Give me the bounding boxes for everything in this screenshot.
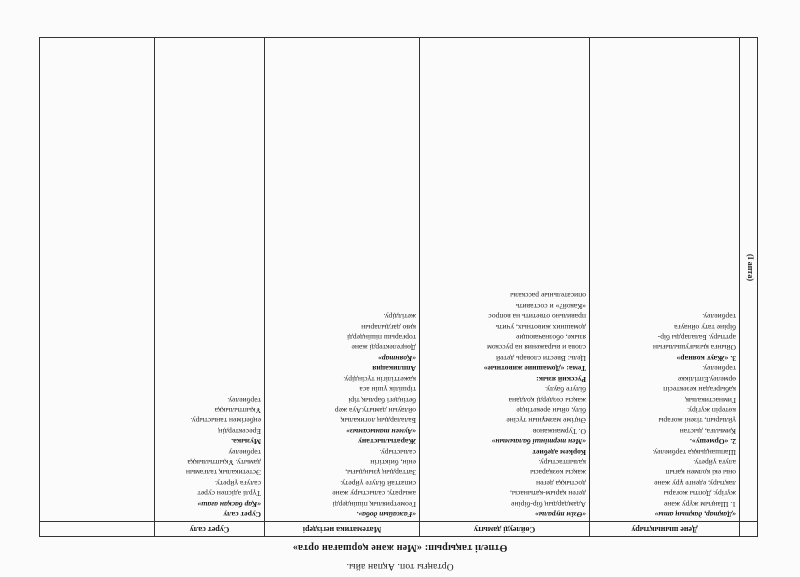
text-line: Түрлі әдіспен сурет: [197, 489, 261, 499]
text-line: Цель: Ввести словарь детей: [496, 353, 586, 363]
text-line: алуға үйрету.: [693, 457, 736, 467]
column-header-matematika: Математика негіздері: [265, 522, 420, 537]
text-line: оны екі қолмен қағып: [665, 468, 736, 478]
text-line: тәрбиелеу: [228, 447, 261, 457]
text-line: Балалардың логикалық: [340, 416, 416, 426]
cell-dene: [590, 38, 740, 522]
text-line: торғарыш пішіндерді: [346, 333, 416, 343]
text-line: жақсы көзқарасы: [530, 468, 586, 478]
text-line: Шапшаңдыққа тәрбиелеу.: [652, 447, 736, 457]
text-line: «Дақтар, дақтың аты»: [654, 510, 736, 519]
text-line: «Қар басқан ағаш»: [197, 499, 261, 509]
text-line: қию дағдыларын: [361, 322, 416, 332]
text-line: «Какой?» и составить: [515, 301, 586, 311]
week-header-cell: [740, 522, 758, 537]
column-header-dene: Дене шынықтыру: [590, 522, 740, 537]
text-line: языке, обозначающие: [516, 333, 586, 343]
text-line: домашних животных, учить: [495, 322, 586, 332]
text-line: бетіндегі барлық тірі: [348, 395, 416, 405]
text-line: деген қарым-қатынасы,: [510, 489, 586, 499]
text-line: слова и выражения на русском: [487, 343, 586, 353]
text-line: көтеріп жүгіру.: [687, 405, 736, 415]
text-line: білуге баулу.: [545, 385, 586, 395]
text-line: жетілдіру.: [383, 312, 416, 322]
text-line: Аппликация: [372, 364, 416, 374]
text-line: Жаратылыстану: [358, 437, 416, 447]
cell-empty: [40, 38, 155, 522]
text-line: біріне тату ойнауға: [674, 322, 736, 332]
week-cell: [740, 38, 758, 522]
column-header-suret: Сурет салу: [155, 522, 265, 537]
text-line: описательные рассказы: [510, 291, 586, 301]
text-line: үйлырып, тізені жоғары: [658, 416, 736, 426]
text-line: «Өзім туралы»: [535, 510, 586, 519]
text-line: Адамдардың бір-біріне: [511, 499, 586, 509]
text-line: Геометриялық пішіндерді: [332, 499, 416, 509]
text-line: қалыптастыру.: [538, 457, 586, 467]
text-line: білу, ойын әрекетінде: [516, 405, 586, 415]
text-line: енін, биіктігін: [370, 457, 416, 467]
text-line: Сурет салу: [223, 510, 261, 519]
text-line: О. Турманжанов: [532, 426, 586, 436]
text-line: Әңгіме мазмұнын түсіне: [506, 416, 586, 426]
text-line: лақтыру, еденге ұру және: [654, 478, 736, 488]
text-line: правильно ответить на вопрос: [488, 312, 586, 322]
text-line: «Мен тертінші балаымын»: [491, 437, 586, 447]
text-line: Эстетикалық талғамын: [185, 468, 261, 478]
text-line: Ересектердің: [218, 426, 261, 436]
text-line: 2. «Ормешу».: [689, 437, 736, 447]
text-line: Тема: «Домашние животные»: [483, 364, 586, 374]
text-line: арттыру. Балаларды бір-: [657, 333, 736, 343]
text-line: Заттардың ұзындығы,: [345, 468, 416, 478]
text-line: қабырғадан кезектесіп: [663, 385, 736, 395]
column-header-empty: [40, 522, 155, 537]
text-line: ойлауын дамыту.Ауа жер: [334, 405, 416, 415]
text-line: «Қоянтар»: [377, 353, 416, 363]
text-line: Дөңгелектерді және: [351, 343, 416, 353]
text-line: ажырату, салыстыру және: [332, 489, 416, 499]
text-line: салыстыру.: [379, 447, 416, 457]
text-line: «Аумен танысамыз»: [346, 426, 416, 436]
table-header-row: [40, 522, 758, 537]
week-label: (І апта): [746, 254, 755, 281]
text-line: 1. Шаңғым жүру және: [663, 499, 736, 509]
text-line: Гимнастикалық: [685, 395, 736, 405]
page-title: Ортаңғы топ. Ақпан айы.: [346, 561, 454, 571]
text-line: жақсы сөздерді қолдана: [508, 395, 586, 405]
text-line: еңбегімен таныстыру.: [190, 416, 261, 426]
text-line: Музыка.: [231, 437, 261, 447]
text-line: қажеттілігін түсіндіру.: [343, 374, 416, 384]
text-line: достыққа деген: [536, 478, 586, 488]
text-line: дамыту. Ұқыптылыққа: [187, 457, 261, 467]
text-line: Ойынға қызығушылығын: [652, 343, 736, 353]
text-line: салуға үйрету.: [214, 478, 261, 488]
transitional-theme: Өтпелі тақырып: «Мен және қоршаған орта»: [292, 542, 508, 553]
cell-suret: [155, 38, 265, 522]
text-line: тәрбиелеу.: [227, 395, 261, 405]
text-line: Русский язык:: [536, 374, 586, 384]
column-header-soyleu: Сөйлеуді дамыту: [420, 522, 590, 537]
cell-matematika: [265, 38, 420, 522]
text-line: тәрбиелеу.: [702, 364, 736, 374]
text-line: 3. «Жауғ коянар»: [676, 353, 736, 363]
table-row-week-1: [40, 38, 758, 522]
text-line: тіршілік үшін аса: [359, 385, 416, 395]
text-line: Ұқыптылыққа: [214, 405, 261, 415]
text-line: жүгіру. Допты жоғары: [663, 489, 736, 499]
text-line: сипаттай білуге үйрету.: [340, 478, 416, 488]
text-line: өрмелеу.Ептілікке: [677, 374, 736, 384]
text-line: Корkeм әдебиет: [532, 447, 586, 457]
text-line: «Ғажайып доба».: [356, 510, 416, 519]
lesson-plan-table: [39, 37, 758, 537]
text-line: тәрбиелеу.: [702, 312, 736, 322]
text-line: Қимылға, дыстан: [679, 426, 736, 436]
cell-soyleu: [420, 38, 590, 522]
